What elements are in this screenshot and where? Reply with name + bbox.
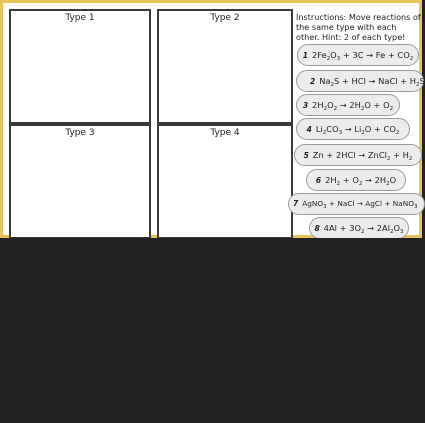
reaction-card-3[interactable] xyxy=(296,94,400,116)
reaction-card-1[interactable] xyxy=(297,44,419,66)
reaction-equation: $4Al + 3O_2 \to 2Al_2O_3$ xyxy=(323,223,404,235)
type-2-title: Type 2 xyxy=(210,13,240,23)
reaction-equation: $Na_2S$ + HCl → NaCl + $H_2S$ xyxy=(319,76,425,88)
reaction-equation: AgNO$_3$ + NaCl → AgCl + NaNO$_3$ xyxy=(302,199,418,210)
reaction-equation: $2H_2O_2 \to 2H_2O + O_2$ xyxy=(312,100,394,112)
reaction-number: 6 xyxy=(315,176,322,185)
reaction-card-2[interactable] xyxy=(296,70,424,92)
type-4-title: Type 4 xyxy=(210,128,240,138)
reaction-equation: $Li_2CO_3 \to Li_2O + CO_2$ xyxy=(315,124,400,136)
type-1-dropzone[interactable] xyxy=(9,9,151,124)
reaction-card-7[interactable] xyxy=(288,193,425,215)
instructions-text: Instructions: Move reactions of the same type with each other. Hint: 2 of each type! xyxy=(296,12,421,42)
reaction-equation: Zn + 2HCl → ZnCl$_2$ + $H_2$ xyxy=(312,150,413,162)
type-3-title: Type 3 xyxy=(65,128,95,138)
reaction-number: 5 xyxy=(303,151,309,160)
reaction-number: 1 xyxy=(302,51,308,60)
reaction-number: 4 xyxy=(306,125,312,134)
reaction-card-8[interactable] xyxy=(309,217,409,239)
reaction-number: 2 xyxy=(310,77,316,86)
reaction-equation: $2H_2 + O_2 \to 2H_2O$ xyxy=(325,175,397,187)
type-3-dropzone[interactable] xyxy=(9,124,151,239)
reaction-number: 7 xyxy=(293,199,299,208)
reaction-number: 8 xyxy=(314,224,320,233)
type-1-title: Type 1 xyxy=(65,13,95,23)
reaction-card-5[interactable] xyxy=(294,144,422,166)
reaction-card-4[interactable] xyxy=(296,118,410,140)
reaction-equation: $2Fe_2O_3 + 3C \to Fe + CO_2$ xyxy=(311,50,414,62)
type-4-dropzone[interactable] xyxy=(157,124,293,239)
type-2-dropzone[interactable] xyxy=(157,9,293,124)
reaction-number: 3 xyxy=(302,101,309,110)
reaction-card-6[interactable] xyxy=(306,169,406,191)
empty-canvas-area xyxy=(0,238,422,423)
